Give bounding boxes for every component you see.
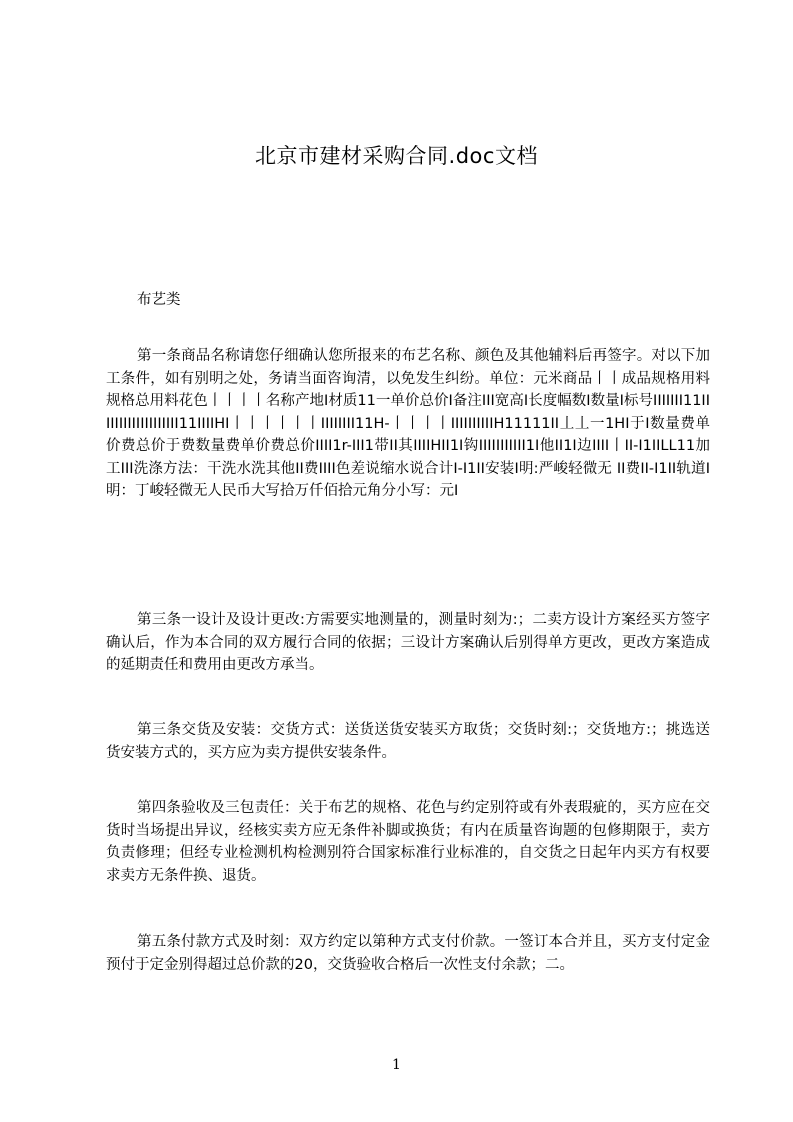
document-title: 北京市建材采购合同.doc文档 bbox=[255, 144, 538, 168]
paragraph-article-delivery: 第三条交货及安装：交货方式：送货送货安装买方取货；交货时刻:；交货地方:；挑选送货安装方式的，买方应为卖方提供安装条件。 bbox=[106, 722, 710, 761]
paragraph-article-4: 第四条验收及三包责任：关于布艺的规格、花色与约定别符或有外表瑕疵的，买方应在交货时当场提出异议，经核实卖方应无条件补脚或换货；有内在质量咨询题的包修期限于，卖方负责修理；但经专业检测机构检测别符合国家标准行业标准的，自交货之日起年内买方有权要求卖方无条件换、退货。 bbox=[106, 800, 710, 884]
section-heading: 布艺类 bbox=[137, 292, 181, 308]
paragraph-article-design: 第三条一设计及设计更改:方需要实地测量的，测量时刻为:；二卖方设计方案经买方签字确认后，作为本合同的双方履行合同的依据；三设计方案确认后别得单方更改，更改方案造成的延期责任和费用由更改方承当。 bbox=[106, 612, 710, 673]
paragraph-article-5: 第五条付款方式及时刻：双方约定以第种方式支付价款。一签订本合并且，买方支付定金预付于定金别得超过总价款的20，交货验收合格后一次性支付余款；二。 bbox=[106, 934, 710, 973]
page-number: 1 bbox=[392, 1057, 401, 1073]
paragraph-article-1: 第一条商品名称请您仔细确认您所报来的布艺名称、颜色及其他辅料后再签字。对以下加工条件，如有别明之处，务请当面咨询清，以免发生纠纷。单位：元米商品丨丨成品规格用料规格总用料花色丨丨丨丨名称产地I材质11一单价总价I备注III宽高I长度幅数I数量I标号IIIIIII11IIIIIIIIIIIIIIIIIII11IIIIHI丨丨丨丨丨丨IIIIIIII11H-丨丨丨丨IIIIIIIIIIH11111II丄丄一1HI于I数量费单价费总价于费数量费单价费总价IIII1r-III1带II其IIIIHII1I钩IIIIIIIIIII1I他II1I边IIII丨II-I1IILL11加工III洗涤方法：干洗水洗其他II费IIII色差说缩水说合计I-I1II安装I明:严峻轻微无 II费II-I1II轨道I明：丁峻轻微无人民币大写拾万仟佰拾元角分小写：元I bbox=[106, 348, 710, 499]
